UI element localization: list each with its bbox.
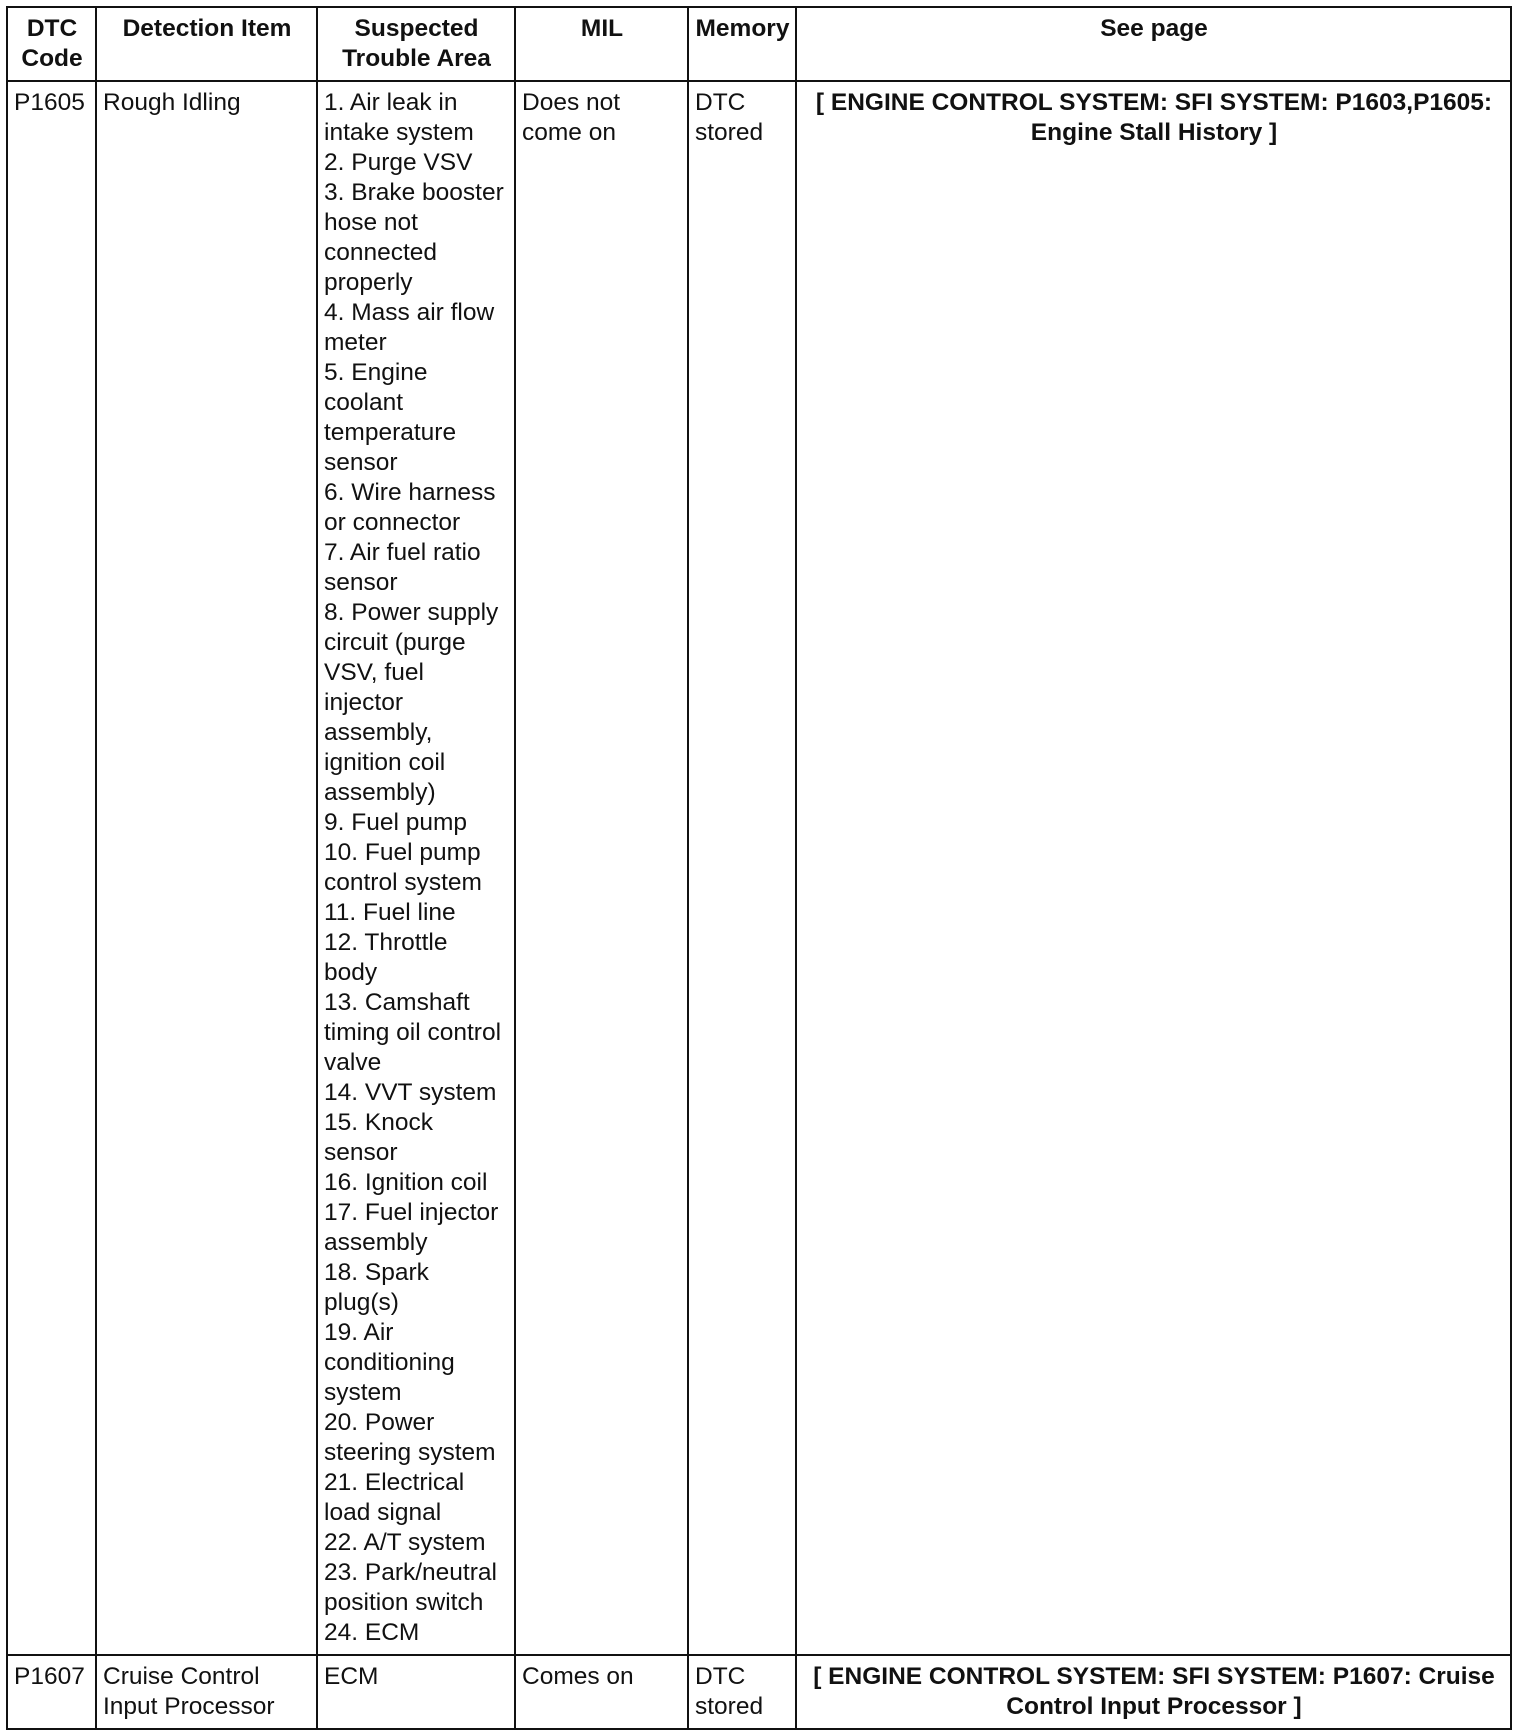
cell-line: assembly: [324, 1229, 428, 1256]
cell-line: stored: [695, 1693, 764, 1720]
table-row: [7, 81, 1511, 1655]
see-page-link-line[interactable]: [ ENGINE CONTROL SYSTEM: SFI SYSTEM: P1603,P1605:: [815, 89, 1493, 116]
header-see-page: See page: [796, 7, 1511, 81]
cell-line: assembly): [324, 779, 436, 806]
cell-line: 20. Power: [324, 1409, 435, 1436]
cell-line: valve: [324, 1049, 382, 1076]
cell-line: 10. Fuel pump: [324, 839, 481, 866]
cell-line: Comes on: [522, 1663, 634, 1690]
cell-mil: [515, 81, 688, 1655]
cell-line: 14. VVT system: [324, 1079, 497, 1106]
cell-line: Does not: [522, 89, 621, 116]
cell-line: body: [324, 959, 378, 986]
see-page-link-line[interactable]: Engine Stall History ]: [1030, 119, 1278, 146]
cell-line: 22. A/T system: [324, 1529, 486, 1556]
cell-line: intake system: [324, 119, 474, 146]
cell-line: 2. Purge VSV: [324, 149, 473, 176]
cell-line: coolant: [324, 389, 404, 416]
cell-mil: [515, 1655, 688, 1729]
header-detection-item: Detection Item: [96, 7, 317, 81]
cell-line: 12. Throttle: [324, 929, 448, 956]
cell-line: 17. Fuel injector: [324, 1199, 499, 1226]
cell-line: 8. Power supply: [324, 599, 499, 626]
header-dtc-code: [7, 7, 96, 81]
cell-line: or connector: [324, 509, 461, 536]
cell-line: 11. Fuel line: [324, 899, 456, 926]
cell-line: DTC: [695, 89, 746, 116]
cell-line: sensor: [324, 449, 398, 476]
cell-line: 16. Ignition coil: [324, 1169, 488, 1196]
cell-memory: [688, 81, 796, 1655]
table-row: [7, 1655, 1511, 1729]
header-trouble-area-line: Trouble Area: [342, 45, 491, 72]
see-page-link-line[interactable]: [ ENGINE CONTROL SYSTEM: SFI SYSTEM: P1607: Cruise: [813, 1663, 1495, 1690]
cell-line: temperature: [324, 419, 457, 446]
cell-line: system: [324, 1379, 402, 1406]
cell-line: VSV, fuel: [324, 659, 424, 686]
cell-line: 21. Electrical: [324, 1469, 465, 1496]
header-trouble-area-line: Suspected: [354, 15, 479, 42]
cell-see-page[interactable]: [796, 1655, 1511, 1729]
table-header-row: [7, 7, 1511, 81]
header-mil: MIL: [515, 7, 688, 81]
cell-dtc-code: P1607: [7, 1655, 96, 1729]
cell-line: control system: [324, 869, 482, 896]
cell-line: plug(s): [324, 1289, 399, 1316]
cell-line: conditioning: [324, 1349, 455, 1376]
cell-suspected-trouble-area: [317, 81, 515, 1655]
header-dtc-code-line: DTC: [26, 15, 78, 42]
cell-line: 3. Brake booster: [324, 179, 504, 206]
cell-line: load signal: [324, 1499, 442, 1526]
cell-dtc-code: P1605: [7, 81, 96, 1655]
header-suspected-trouble-area: [317, 7, 515, 81]
cell-line: stored: [695, 119, 764, 146]
cell-line: come on: [522, 119, 616, 146]
cell-line: sensor: [324, 569, 398, 596]
cell-line: ignition coil: [324, 749, 446, 776]
cell-line: 19. Air: [324, 1319, 394, 1346]
cell-line: 24. ECM: [324, 1619, 420, 1646]
cell-line: Rough Idling: [103, 89, 241, 116]
cell-line: Cruise Control: [103, 1663, 260, 1690]
cell-line: 18. Spark: [324, 1259, 429, 1286]
header-dtc-code-line: Code: [21, 45, 83, 72]
cell-line: position switch: [324, 1589, 484, 1616]
cell-line: 13. Camshaft: [324, 989, 470, 1016]
cell-suspected-trouble-area: [317, 1655, 515, 1729]
cell-line: 5. Engine: [324, 359, 428, 386]
cell-line: meter: [324, 329, 387, 356]
cell-line: 1. Air leak in: [324, 89, 458, 116]
cell-detection-item: [96, 1655, 317, 1729]
cell-line: assembly,: [324, 719, 433, 746]
cell-line: hose not: [324, 209, 418, 236]
cell-line: 9. Fuel pump: [324, 809, 467, 836]
see-page-link-line[interactable]: Control Input Processor ]: [1006, 1693, 1302, 1720]
cell-line: 6. Wire harness: [324, 479, 496, 506]
cell-line: sensor: [324, 1139, 398, 1166]
cell-memory: [688, 1655, 796, 1729]
dtc-table: [6, 6, 1512, 1730]
cell-line: ECM: [324, 1663, 379, 1690]
cell-line: Input Processor: [103, 1693, 275, 1720]
cell-line: injector: [324, 689, 403, 716]
cell-line: DTC: [695, 1663, 746, 1690]
cell-line: steering system: [324, 1439, 496, 1466]
cell-line: 15. Knock: [324, 1109, 433, 1136]
cell-line: connected: [324, 239, 438, 266]
cell-line: timing oil control: [324, 1019, 502, 1046]
cell-line: 7. Air fuel ratio: [324, 539, 481, 566]
cell-see-page[interactable]: [796, 81, 1511, 1655]
header-memory: Memory: [688, 7, 796, 81]
cell-line: circuit (purge: [324, 629, 466, 656]
cell-line: 23. Park/neutral: [324, 1559, 497, 1586]
table-body: [7, 81, 1511, 1729]
cell-detection-item: [96, 81, 317, 1655]
cell-line: properly: [324, 269, 413, 296]
cell-line: 4. Mass air flow: [324, 299, 495, 326]
